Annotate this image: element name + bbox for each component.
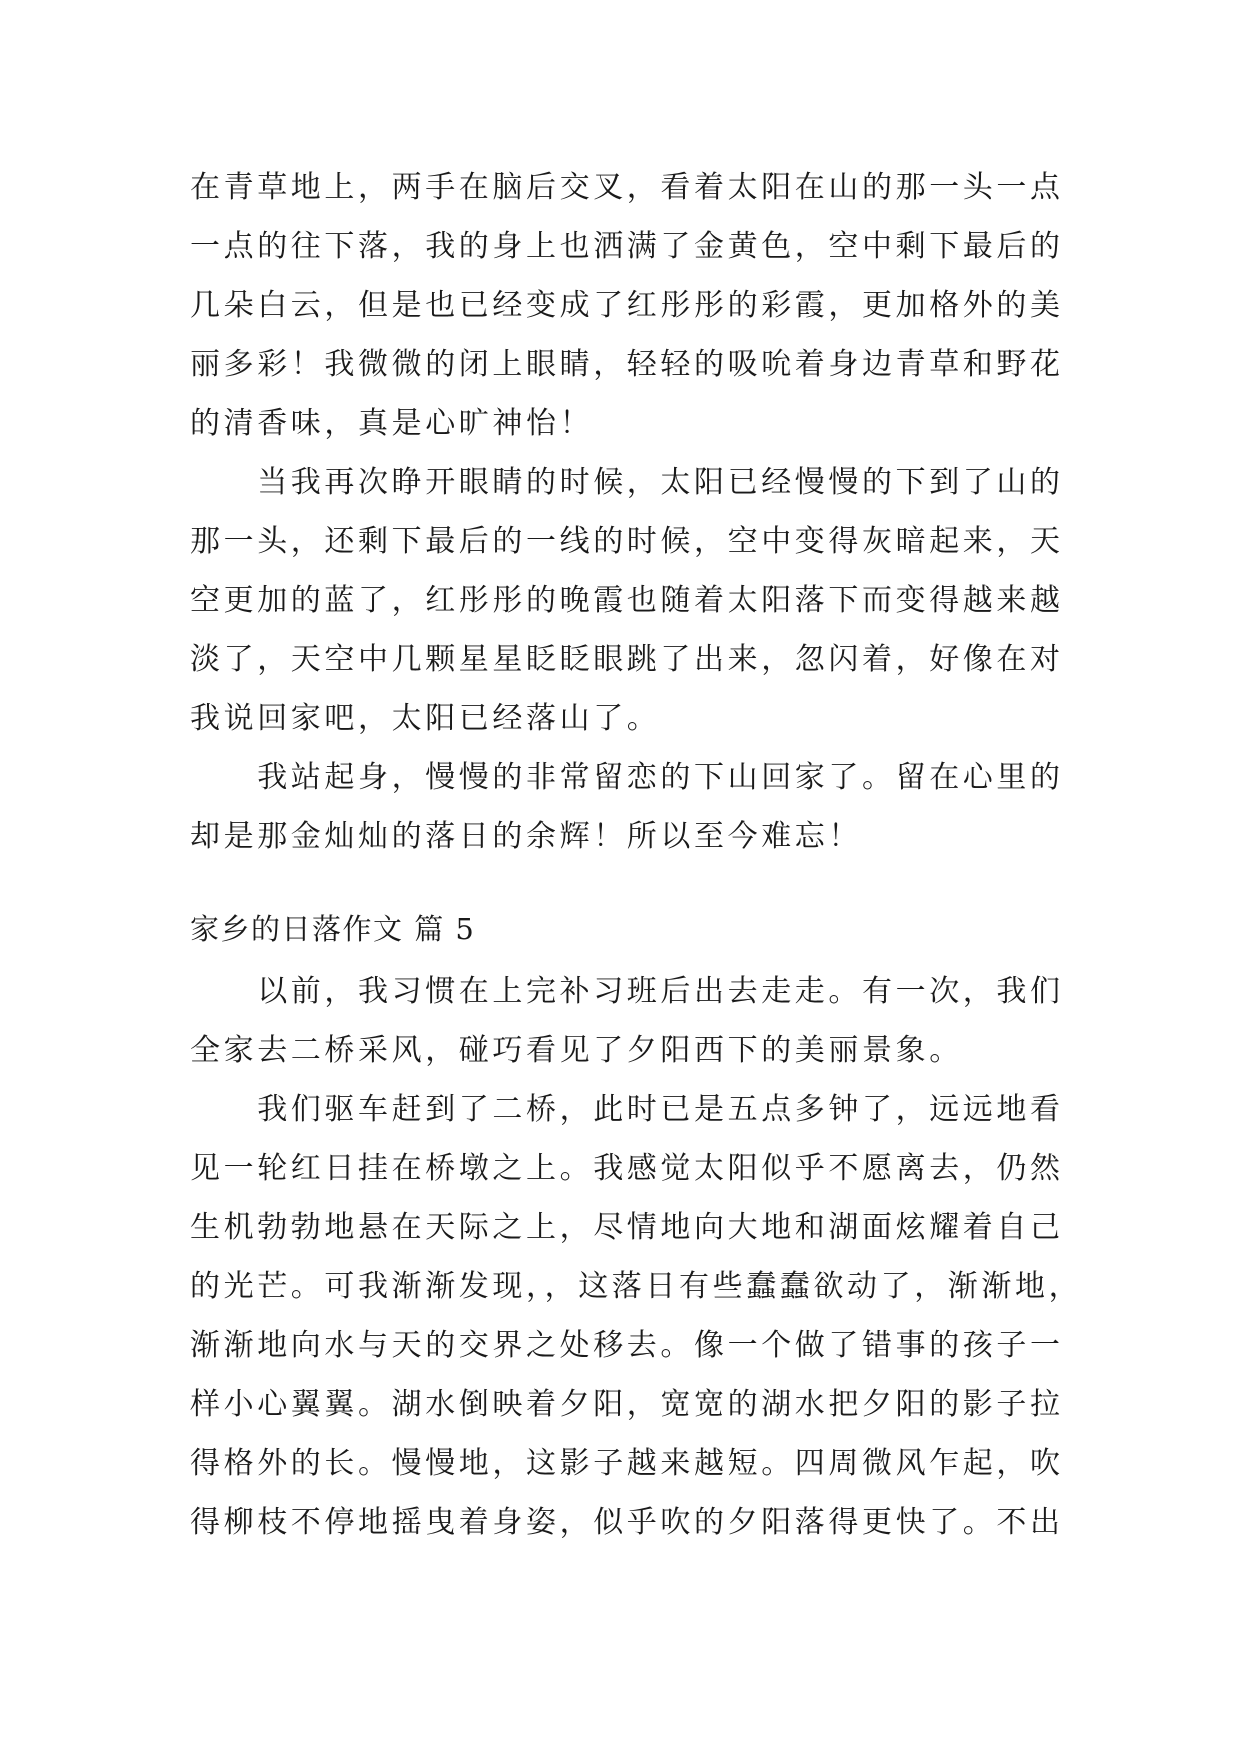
text-block-lower bbox=[190, 962, 1083, 1552]
section-heading: 家乡的日落作文 篇 5 bbox=[190, 912, 476, 946]
text-line: 在青草地上，两手在脑后交叉，看着太阳在山的那一头一点 bbox=[190, 170, 1064, 205]
text-line: 样小心翼翼。湖水倒映着夕阳，宽宽的湖水把夕阳的影子拉 bbox=[190, 1387, 1064, 1422]
text-line: 以前，我习惯在上完补习班后出去走走。有一次，我们 bbox=[190, 974, 1064, 1009]
text-line: 我说回家吧，太阳已经落山了。 bbox=[190, 701, 661, 736]
text-line: 当我再次睁开眼睛的时候，太阳已经慢慢的下到了山的 bbox=[190, 465, 1064, 500]
text-line: 的光芒。可我渐渐发现，，这落日有些蠢蠢欲动了，渐渐地， bbox=[190, 1269, 1083, 1304]
text-line: 的清香味，真是心旷神怡！ bbox=[190, 406, 594, 441]
text-line: 淡了，天空中几颗星星眨眨眼跳了出来，忽闪着，好像在对 bbox=[190, 642, 1064, 677]
text-line: 丽多彩！我微微的闭上眼睛，轻轻的吸吮着身边青草和野花 bbox=[190, 347, 1064, 382]
text-line: 得格外的长。慢慢地，这影子越来越短。四周微风乍起，吹 bbox=[190, 1446, 1064, 1481]
text-line: 我们驱车赶到了二桥，此时已是五点多钟了，远远地看 bbox=[190, 1092, 1064, 1127]
text-line: 几朵白云，但是也已经变成了红彤彤的彩霞，更加格外的美 bbox=[190, 288, 1064, 323]
text-line: 却是那金灿灿的落日的余辉！所以至今难忘！ bbox=[190, 819, 862, 854]
text-line: 我站起身，慢慢的非常留恋的下山回家了。留在心里的 bbox=[190, 760, 1064, 795]
text-line: 见一轮红日挂在桥墩之上。我感觉太阳似乎不愿离去，仍然 bbox=[190, 1151, 1064, 1186]
text-line: 一点的往下落，我的身上也洒满了金黄色，空中剩下最后的 bbox=[190, 229, 1064, 264]
text-line: 生机勃勃地悬在天际之上，尽情地向大地和湖面炫耀着自己 bbox=[190, 1210, 1064, 1245]
text-line: 得柳枝不停地摇曳着身姿，似乎吹的夕阳落得更快了。不出 bbox=[190, 1505, 1064, 1540]
text-line: 空更加的蓝了，红彤彤的晚霞也随着太阳落下而变得越来越 bbox=[190, 583, 1064, 618]
text-line: 那一头，还剩下最后的一线的时候，空中变得灰暗起来，天 bbox=[190, 524, 1064, 559]
text-line: 渐渐地向水与天的交界之处移去。像一个做了错事的孩子一 bbox=[190, 1328, 1064, 1363]
text-block-upper bbox=[190, 158, 1064, 866]
text-line: 全家去二桥采风，碰巧看见了夕阳西下的美丽景象。 bbox=[190, 1033, 963, 1068]
